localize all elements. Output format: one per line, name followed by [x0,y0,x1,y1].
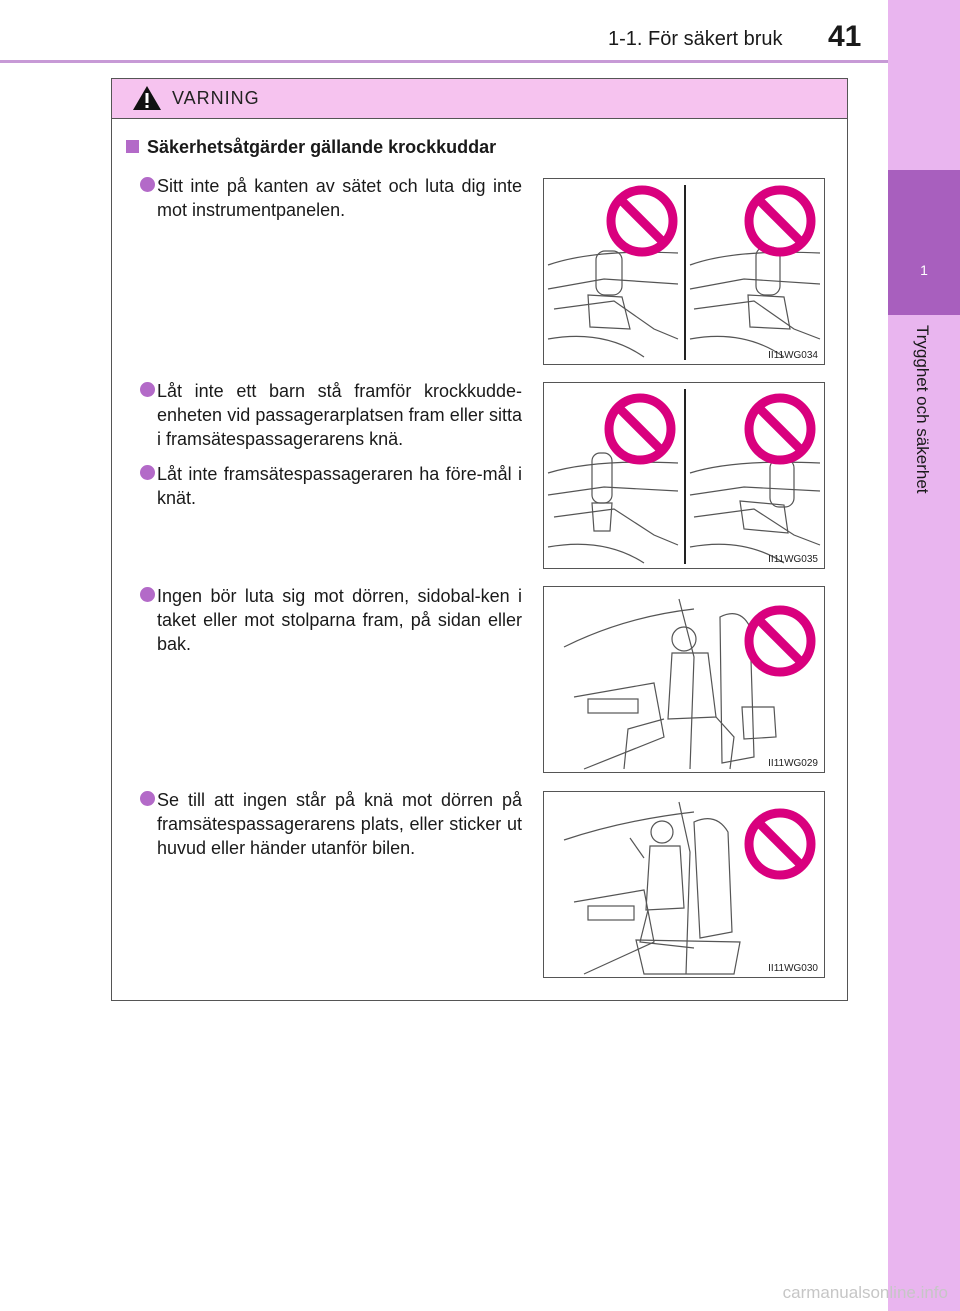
list-item-text: Se till att ingen står på knä mot dörren på framsätespassagerarens plats, eller sticker ut huvud eller händer utanför bilen. [157,790,522,858]
square-bullet-icon [126,140,139,153]
warning-label: VARNING [172,88,260,108]
chapter-label: Trygghet och säkerhet [913,325,932,494]
illustration-image [543,791,825,978]
image-code: II11WG034 [768,350,818,361]
list-item [140,462,522,510]
prohibition-icon [749,398,811,460]
child-airbag-illustration [544,383,825,569]
prohibition-icon [749,190,811,252]
bullet-dot-icon [140,382,155,397]
warning-box [111,78,848,1001]
prohibition-icon [749,610,811,672]
image-code: II11WG035 [768,554,818,565]
list-item-text: Sitt inte på kanten av sätet och luta dig inte mot instrumentpanelen. [157,176,522,220]
image-code: II11WG030 [768,963,818,974]
subheading [126,137,496,158]
section-title: 1-1. För säkert bruk [608,28,783,50]
illustration-image [543,178,825,365]
list-item-text: Låt inte framsätespassageraren ha före-mål i knät. [157,464,522,508]
list-item-text: Ingen bör luta sig mot dörren, sidobal-ken i taket eller mot stolparna fram, på sidan eller bak. [157,586,522,654]
door-lean-illustration [544,587,825,773]
list-item [140,379,522,451]
bullet-dot-icon [140,465,155,480]
list-item [140,174,522,222]
chapter-sidebar [888,0,960,1311]
list-item [140,584,522,656]
watermark: carmanualsonline.info [782,1283,948,1302]
seat-dashboard-illustration [544,179,825,365]
illustration-image [543,382,825,569]
header-divider [0,60,888,63]
page-number: 41 [828,20,862,53]
bullet-dot-icon [140,587,155,602]
warning-triangle-icon [132,85,162,111]
list-item-text: Låt inte ett barn stå framför krockkudde-enheten vid passagerarplatsen fram eller sitta i framsätespassagerarens knä. [157,381,522,449]
chapter-tab [888,170,960,315]
prohibition-icon [749,813,811,875]
chapter-number: 1 [920,262,928,278]
illustration-image [543,586,825,773]
subheading-text: Säkerhetsåtgärder gällande krockkuddar [147,137,497,157]
prohibition-icon [611,190,673,252]
warning-header [112,79,847,119]
image-code: II11WG029 [768,758,818,769]
kneeling-passenger-illustration [544,792,825,978]
bullet-dot-icon [140,791,155,806]
prohibition-icon [609,398,671,460]
list-item [140,788,522,860]
bullet-dot-icon [140,177,155,192]
